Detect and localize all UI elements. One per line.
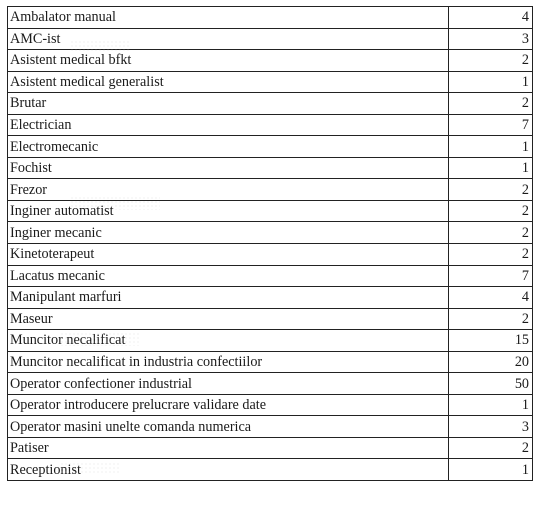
table-row (8, 244, 533, 266)
count-cell: 4 (449, 287, 533, 309)
table-row (8, 330, 533, 352)
count-cell: 50 (449, 373, 533, 395)
occupation-cell: Ambalator manual (8, 7, 449, 29)
table-row (8, 50, 533, 72)
table-row (8, 71, 533, 93)
occupation-cell: Operator masini unelte comanda numerica (8, 416, 449, 438)
count-cell: 2 (449, 222, 533, 244)
occupation-cell: Operator introducere prelucrare validare date (8, 394, 449, 416)
table-row (8, 93, 533, 115)
occupation-cell: Asistent medical generalist (8, 71, 449, 93)
table-row (8, 136, 533, 158)
count-cell: 7 (449, 265, 533, 287)
occupation-cell: Patiser (8, 437, 449, 459)
occupation-cell: Asistent medical bfkt (8, 50, 449, 72)
occupation-cell: Operator confectioner industrial (8, 373, 449, 395)
count-cell: 3 (449, 28, 533, 50)
count-cell: 1 (449, 459, 533, 481)
count-cell: 2 (449, 93, 533, 115)
table-row (8, 416, 533, 438)
table-row (8, 7, 533, 29)
table-row (8, 179, 533, 201)
table-row (8, 437, 533, 459)
count-cell: 1 (449, 136, 533, 158)
occupation-cell: Fochist (8, 157, 449, 179)
count-cell: 1 (449, 394, 533, 416)
count-cell: 4 (449, 7, 533, 29)
occupation-cell: Brutar (8, 93, 449, 115)
count-cell: 2 (449, 308, 533, 330)
occupation-cell: Muncitor necalificat in industria confectiilor (8, 351, 449, 373)
table-body (8, 7, 533, 481)
count-cell: 2 (449, 200, 533, 222)
count-cell: 1 (449, 71, 533, 93)
occupation-cell: Receptionist (8, 459, 449, 481)
count-cell: 2 (449, 50, 533, 72)
occupation-cell: Manipulant marfuri (8, 287, 449, 309)
table-row (8, 222, 533, 244)
document-page (7, 6, 533, 481)
occupation-cell: Inginer mecanic (8, 222, 449, 244)
table-row (8, 308, 533, 330)
occupation-cell: Kinetoterapeut (8, 244, 449, 266)
table-row (8, 459, 533, 481)
table-row (8, 114, 533, 136)
table-row (8, 394, 533, 416)
count-cell: 7 (449, 114, 533, 136)
count-cell: 2 (449, 179, 533, 201)
occupations-table (7, 6, 533, 481)
count-cell: 20 (449, 351, 533, 373)
occupation-cell: Electromecanic (8, 136, 449, 158)
occupation-cell: Frezor (8, 179, 449, 201)
count-cell: 15 (449, 330, 533, 352)
table-row (8, 200, 533, 222)
occupation-cell: Inginer automatist (8, 200, 449, 222)
count-cell: 2 (449, 437, 533, 459)
occupation-cell: Muncitor necalificat (8, 330, 449, 352)
count-cell: 2 (449, 244, 533, 266)
occupation-cell: AMC-ist (8, 28, 449, 50)
table-row (8, 157, 533, 179)
table-row (8, 351, 533, 373)
occupation-cell: Electrician (8, 114, 449, 136)
table-row (8, 265, 533, 287)
occupation-cell: Lacatus mecanic (8, 265, 449, 287)
count-cell: 3 (449, 416, 533, 438)
table-row (8, 287, 533, 309)
count-cell: 1 (449, 157, 533, 179)
table-row (8, 28, 533, 50)
table-row (8, 373, 533, 395)
occupation-cell: Maseur (8, 308, 449, 330)
